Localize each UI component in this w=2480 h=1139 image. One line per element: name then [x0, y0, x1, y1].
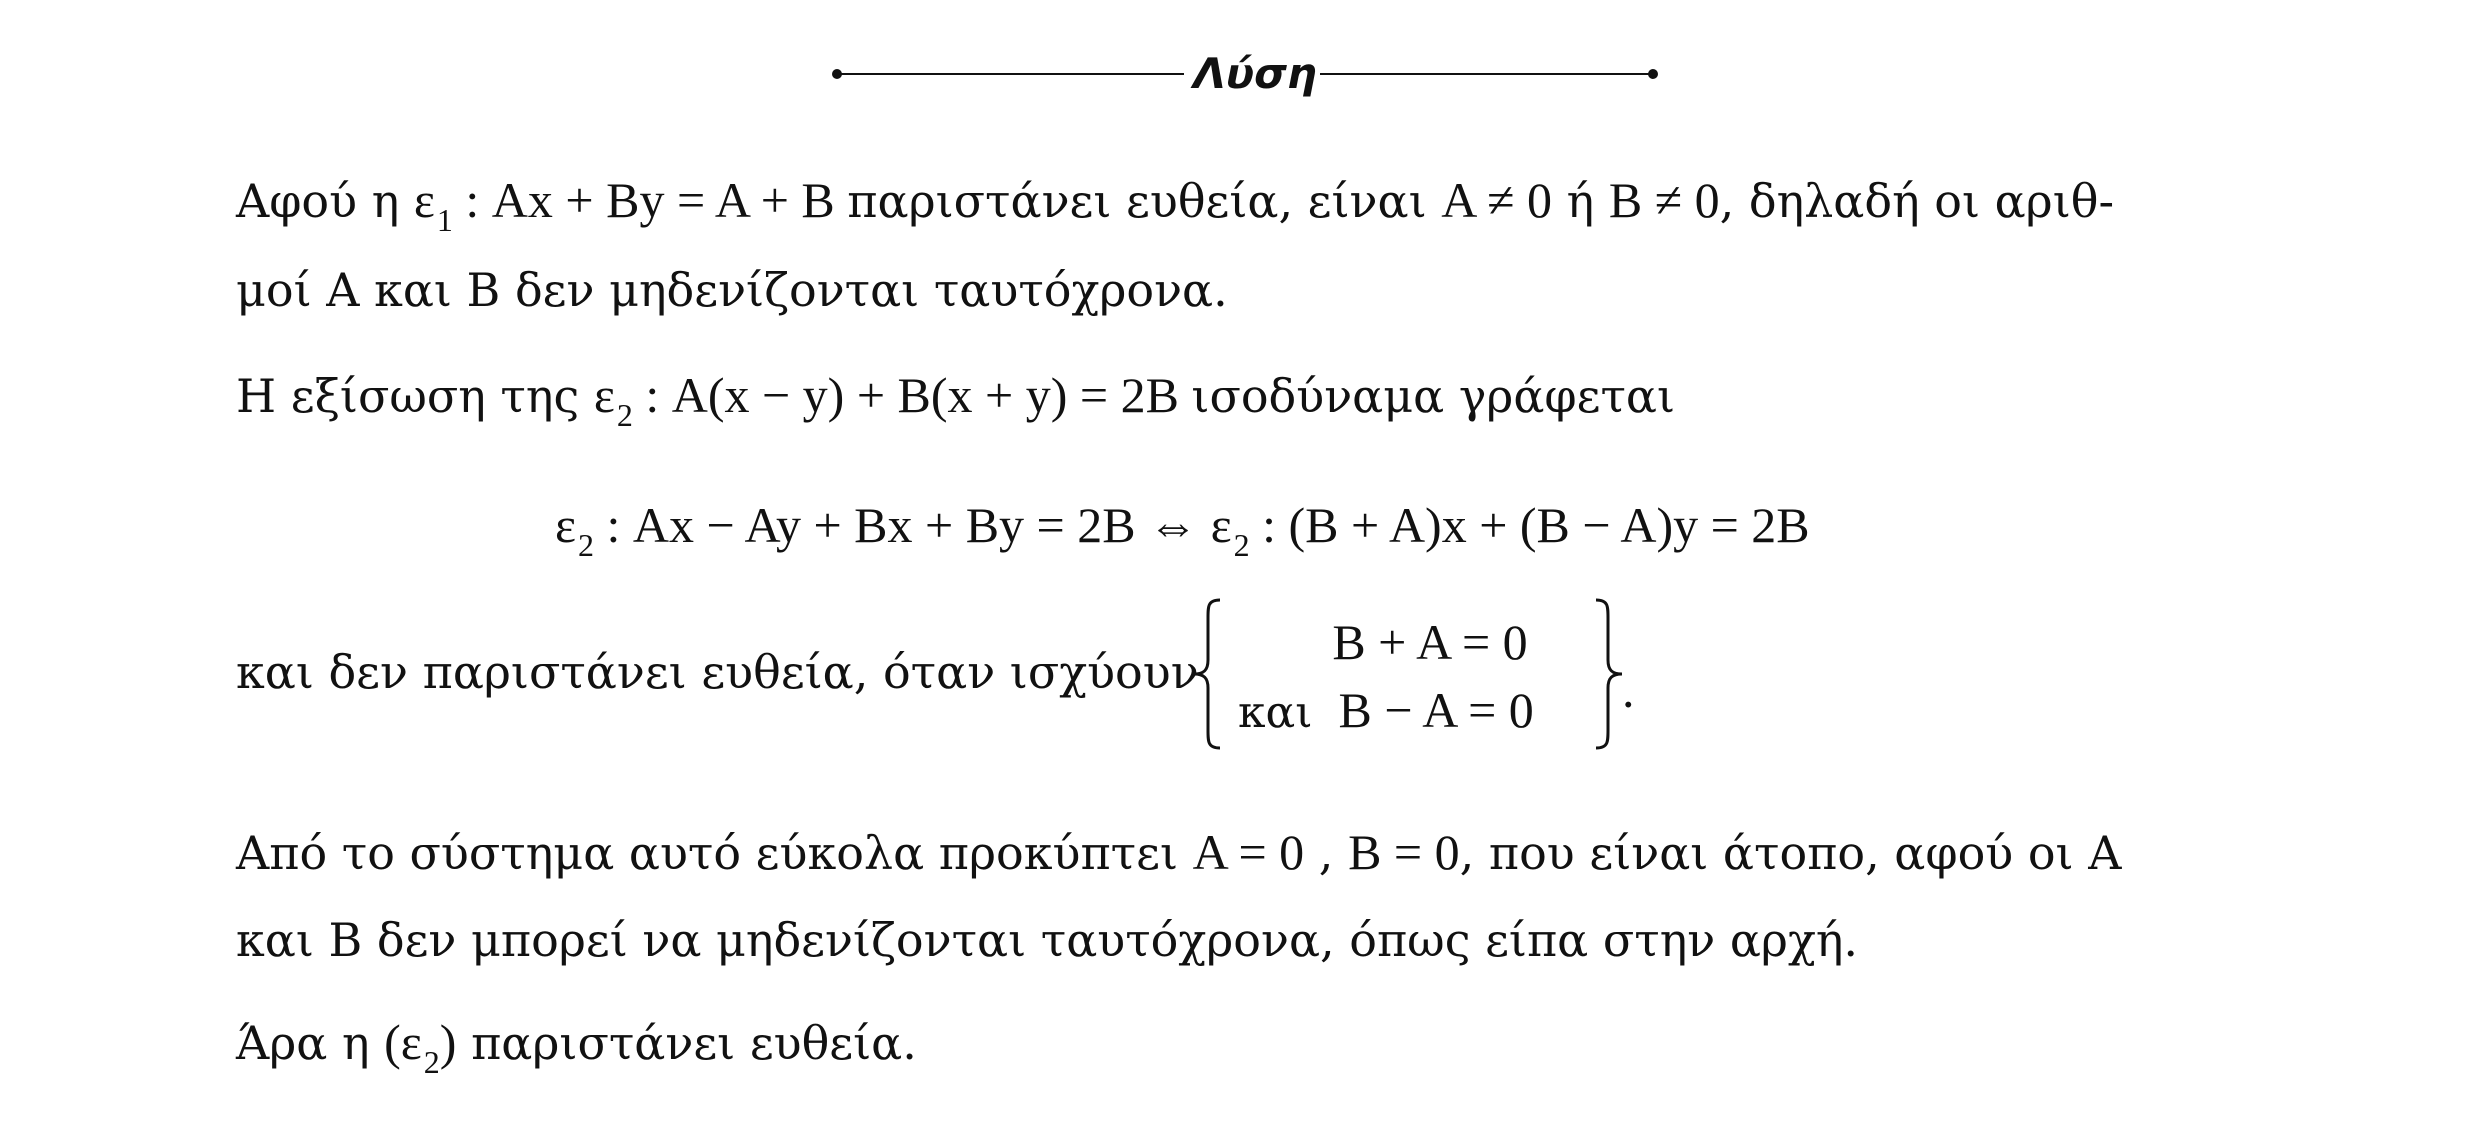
display-equation	[555, 495, 1810, 561]
epsilon-symbol: ε	[555, 497, 576, 553]
math-segment: B = 0	[1348, 824, 1460, 880]
text-segment: , δηλαδή οι αριθ-	[1719, 174, 2114, 228]
equation-system	[1190, 588, 1635, 758]
math-segment: A = 0	[1192, 824, 1305, 880]
epsilon-symbol: ε	[593, 367, 615, 423]
system-period: .	[1622, 662, 1635, 718]
math-segment: : A(x − y) + B(x + y) = 2B	[632, 367, 1192, 423]
subscript: 2	[616, 397, 633, 433]
right-brace-icon	[1590, 598, 1626, 750]
text-segment: Άρα η	[236, 1016, 385, 1070]
paragraph-1-line-2: μοί A και B δεν μηδενίζονται ταυτόχρονα.	[236, 263, 1228, 317]
subscript: 1	[436, 202, 453, 238]
heading-rule-right-dot	[1648, 69, 1658, 79]
paragraph-4-line-1	[236, 822, 2121, 883]
text-segment: ,	[1304, 826, 1349, 880]
text-segment: παριστάνει ευθεία.	[456, 1016, 917, 1070]
paragraph-1-line-1	[236, 170, 2114, 236]
subscript: 2	[1233, 527, 1250, 563]
paragraph-3: και δεν παριστάνει ευθεία, όταν ισχύουν	[236, 645, 1199, 699]
paragraph-2	[236, 365, 1675, 431]
text-segment: Αφού η	[236, 174, 414, 228]
math-segment: : (B + A)x + (B − A)y = 2B	[1249, 497, 1810, 553]
text-segment: , που είναι άτοπο, αφού οι A	[1459, 826, 2122, 880]
subscript: 2	[578, 527, 594, 563]
math-segment: (	[384, 1014, 401, 1070]
text-segment: Από το σύστημα αυτό εύκολα προκύπτει	[236, 826, 1193, 880]
math-segment: : Ax + By = A + B	[452, 172, 848, 228]
epsilon-symbol: ε	[400, 1014, 422, 1070]
paragraph-5	[236, 1012, 917, 1078]
heading-rule-left	[838, 73, 1184, 75]
text-segment: Η εξίσωση της	[236, 369, 594, 423]
epsilon-symbol: ε	[1210, 497, 1232, 553]
system-row-1: B + A = 0	[1332, 614, 1528, 670]
math-segment: )	[439, 1014, 457, 1070]
paragraph-4-line-2: και B δεν μπορεί να μηδενίζονται ταυτόχρονα, όπως είπα στην αρχή.	[236, 913, 1859, 967]
text-segment: ή	[1552, 174, 1609, 228]
math-segment: B ≠ 0	[1608, 172, 1720, 228]
heading-title: Λύση	[1193, 49, 1317, 98]
math-segment: A ≠ 0	[1441, 172, 1553, 228]
math-segment: : Ax − Ay + Bx + By = 2B ⇔	[594, 497, 1211, 553]
text-segment: ισοδύναμα γράφεται	[1191, 369, 1676, 423]
system-row-2-word: και	[1238, 687, 1313, 738]
system-row-2-math: B − A = 0	[1338, 682, 1534, 738]
epsilon-symbol: ε	[413, 172, 435, 228]
heading-rule-right	[1320, 73, 1656, 75]
solution-heading	[820, 44, 1680, 104]
system-row-2	[1238, 680, 1534, 743]
text-segment: παριστάνει ευθεία, είναι	[847, 174, 1442, 228]
subscript: 2	[423, 1044, 440, 1080]
left-brace-icon	[1190, 598, 1226, 750]
